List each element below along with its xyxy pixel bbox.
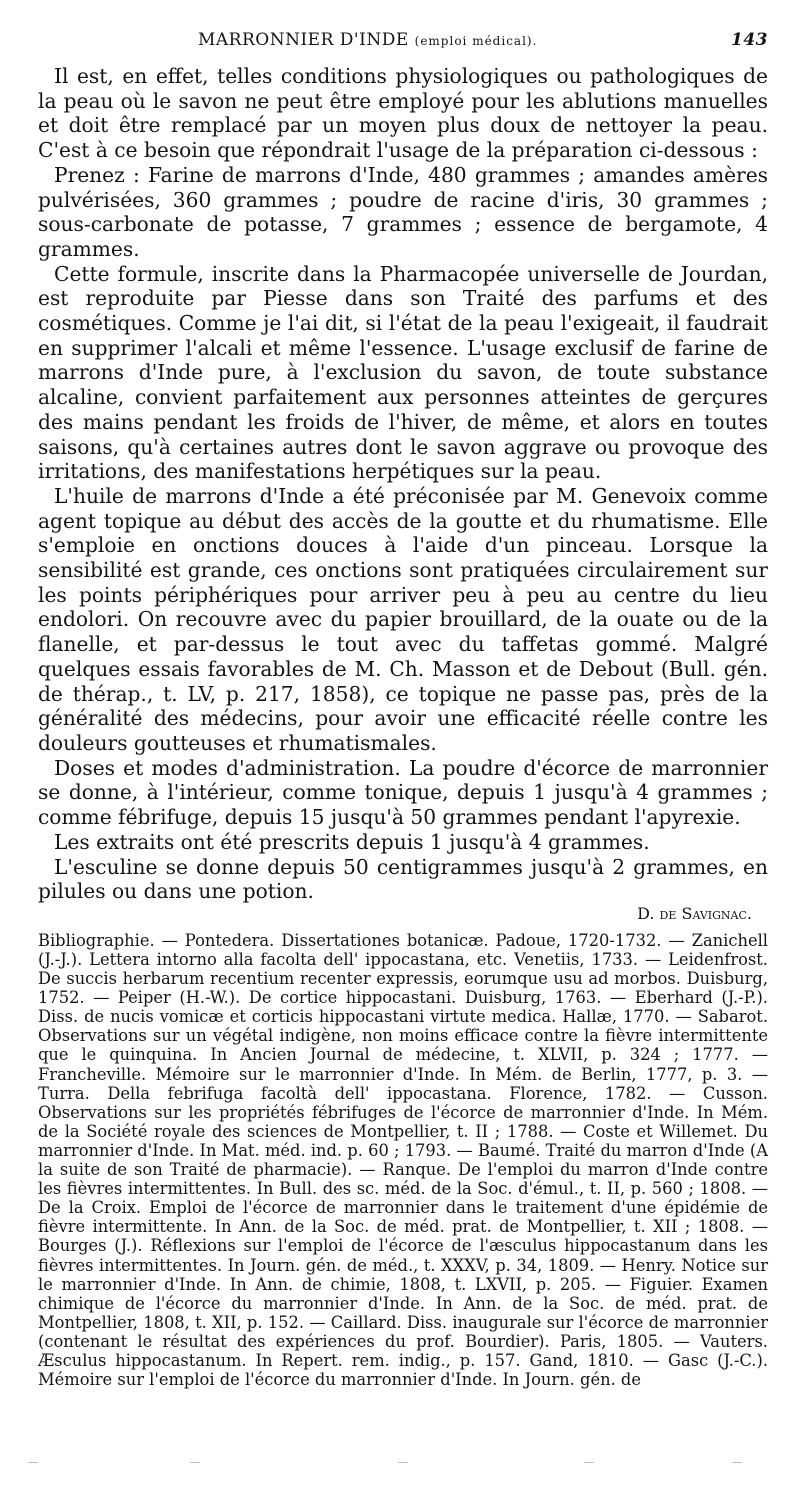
footer-marks <box>28 1462 758 1468</box>
running-title <box>198 30 537 50</box>
page <box>38 30 768 1389</box>
paragraph: L'huile de marrons d'Inde a été préconisée par M. Genevoix comme agent topique au début des accès de la goutte et du rhumatisme. Elle s'emploie en onctions douces à l'aide d'un pinceau. Lorsque la sensibilité est grande, ces onctions sont pratiquées circulairement sur les points périphériques pour arriver peu à peu au centre du lieu endolori. On recouvre avec du papier brouillard, de la ouate ou de la flanelle, et par-dessus le tout avec du taffetas gommé. Malgré quelques essais favorables de M. Ch. Masson et de Debout (Bull. gén. de thérap., t. LV, p. 217, 1858), ce topique ne passe pas, près de la généralité des médecins, pour avoir une efficacité réelle contre les douleurs goutteuses et rhumatismales. <box>38 483 768 755</box>
bibliography: Bibliographie. — Pontedera. Dissertationes botanicæ. Padoue, 1720-1732. — Zanichell (J.-J.). Lettera intorno alla facolta dell' ippocastana, etc. Venetiis, 1733. — Leidenfrost. De succis herbarum recentium recenter expressis, eorumque usu ad morbos. Duisburg, 1752. — Peiper (H.-W.). De cortice hippocastani. Duisburg, 1763. — Eberhard (J.-P.). Diss. de nucis vomicæ et corticis hippocastani virtute medica. Hallæ, 1770. — Sabarot. Observations sur un végétal indigène, non moins efficace contre la fièvre intermittente que le quinquina. In Ancien Journal de médecine, t. XLVII, p. 324 ; 1777. — Francheville. Mémoire sur le marronnier d'Inde. In Mém. de Berlin, 1777, p. 3. — Turra. Della febrifuga facoltà dell' ippocastana. Florence, 1782. — Cusson. Observations sur les propriétés fébrifuges de l'écorce de marronnier d'Inde. In Mém. de la Société royale des sciences de Montpellier, t. II ; 1788. — Coste et Willemet. Du marronnier d'Inde. In Mat. méd. ind. p. 60 ; 1793. — Baumé. Traité du marron d'Inde (A la suite de son Traité de pharmacie). — Ranque. De l'emploi du marron d'Inde contre les fièvres intermittentes. In Bull. des sc. méd. de la Soc. d'émul., t. II, p. 560 ; 1808. — De la Croix. Emploi de l'écorce de marronnier dans le traitement d'une épidémie de fièvre intermittente. In Ann. de la Soc. de méd. prat. de Montpellier, t. XII ; 1808. — Bourges (J.). Réflexions sur l'emploi de l'écorce de l'æsculus hippocastanum dans les fièvres intermittentes. In Journ. gén. de méd., t. XXXV, p. 34, 1809. — Henry. Notice sur le marronnier d'Inde. In Ann. de chimie, 1808, t. LXVII, p. 205. — Figuier. Examen chimique de l'écorce du marronnier d'Inde. In Ann. de la Soc. de méd. prat. de Montpellier, 1808, t. XII, p. 152. — Caillard. Diss. inaugurale sur l'écorce de marronnier (contenant le résultat des expériences du prof. Bourdier). Paris, 1805. — Vauters. Æsculus hippocastanum. In Repert. rem. indig., p. 157. Gand, 1810. — Gasc (J.-C.). Mémoire sur l'emploi de l'écorce du marronnier d'Inde. In Journ. gén. de <box>38 930 768 1390</box>
running-title-sub: (emploi médical). <box>414 34 538 48</box>
running-header <box>38 30 768 54</box>
paragraph: Il est, en effet, telles conditions physiologiques ou pathologiques de la peau où le savon ne peut être employé pour les ablutions manuelles et doit être remplacé par un moyen plus doux de nettoyer la peau. C'est à ce besoin que répondrait l'usage de la préparation ci-dessous : <box>38 64 768 163</box>
paragraph: Cette formule, inscrite dans la Pharmacopée universelle de Jourdan, est reproduite par Piesse dans son Traité des parfums et des cosmétiques. Comme je l'ai dit, si l'état de la peau l'exigeait, il faudrait en supprimer l'alcali et même l'essence. L'usage exclusif de farine de marrons d'Inde pure, à l'exclusion du savon, de toute substance alcaline, convient parfaitement aux personnes atteintes de gerçures des mains pendant les froids de l'hiver, de même, et alors en toutes saisons, qu'à certaines autres dont le savon aggrave ou provoque des irritations, des manifestations herpétiques sur la peau. <box>38 261 768 484</box>
signature-line <box>38 904 768 923</box>
paragraph-last: L'esculine se donne depuis 50 centigrammes jusqu'à 2 grammes, en pilules ou dans une potion. <box>38 854 768 904</box>
body-text <box>38 64 768 923</box>
author-signature: D. de Savignac. <box>637 903 752 923</box>
running-title-main: MARRONNIER D'INDE <box>198 30 409 50</box>
paragraph: Les extraits ont été prescrits depuis 1 jusqu'à 4 grammes. <box>54 829 650 854</box>
paragraph: Doses et modes d'administration. La poudre d'écorce de marronnier se donne, à l'intérieur, comme tonique, depuis 1 jusqu'à 4 grammes ; comme fébrifuge, depuis 15 jusqu'à 50 grammes pendant l'apyrexie. <box>38 755 768 830</box>
paragraph: Prenez : Farine de marrons d'Inde, 480 grammes ; amandes amères pulvérisées, 360 grammes ; poudre de racine d'iris, 30 grammes ; sous-carbonate de potasse, 7 grammes ; essence de bergamote, 4 grammes. <box>38 162 768 261</box>
page-number: 143 <box>731 30 768 50</box>
